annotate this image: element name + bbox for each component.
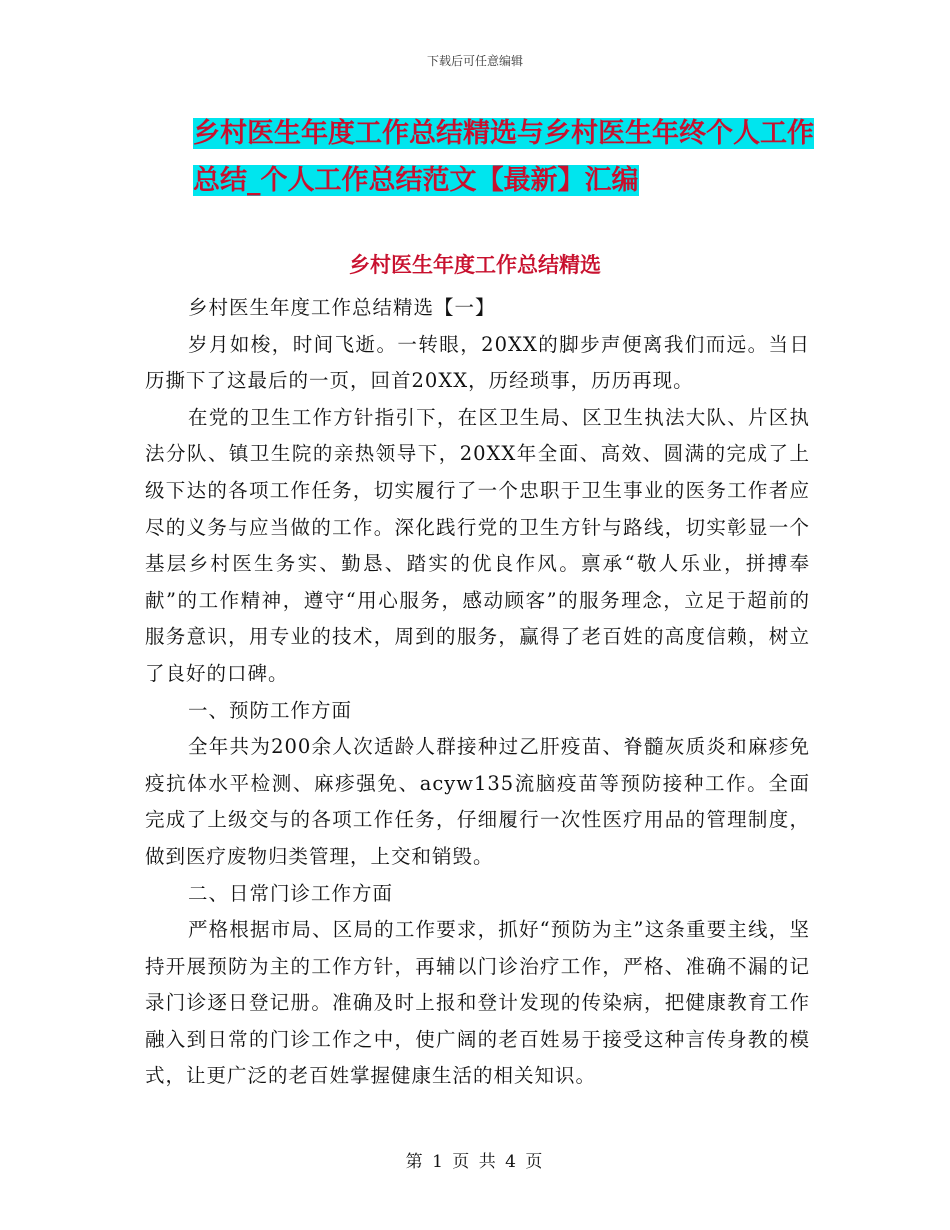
paragraph-subheading: 乡村医生年度工作总结精选【一】	[188, 296, 496, 319]
paragraph: 全年共为200余人次适龄人群接种过乙肝疫苗、脊髓灰质炎和麻疹免疫抗体水平检测、麻疹强免、acyw135流脑疫苗等预防接种工作。全面完成了上级交与的各项工作任务，仔细履行一次性医疗用品的管理制度，做到医疗废物归类管理，上交和销毁。	[145, 735, 810, 868]
paragraph-subheading: 二、日常门诊工作方面	[188, 881, 394, 905]
title-line-1: 乡村医生年度工作总结精选与乡村医生年终个人工作	[193, 118, 814, 149]
header-note: 下载后可任意编辑	[426, 54, 523, 68]
document-title	[140, 110, 814, 204]
page-indicator: 第 1 页 共 4 页	[405, 1152, 545, 1172]
section-title: 乡村医生年度工作总结精选	[349, 253, 601, 277]
paragraph: 严格根据市局、区局的工作要求，抓好“预防为主”这条重要主线，坚持开展预防为主的工作方针，再辅以门诊治疗工作，严格、准确不漏的记录门诊逐日登记册。准确及时上报和登计发现的传染病，把健康教育工作融入到日常的门诊工作之中，使广阔的老百姓易于接受这种言传身教的模式，让更广泛的老百姓掌握健康生活的相关知识。	[145, 918, 810, 1088]
title-line-2: 总结_个人工作总结范文【最新】汇编	[193, 165, 639, 196]
paragraph: 在党的卫生工作方针指引下，在区卫生局、区卫生执法大队、片区执法分队、镇卫生院的亲热领导下，20XX年全面、高效、圆满的完成了上级下达的各项工作任务，切实履行了一个忠职于卫生事业的医务工作者应尽的义务与应当做的工作。深化践行党的卫生方针与路线，切实彰显一个基层乡村医生务实、勤恳、踏实的优良作风。禀承“敬人乐业，拼搏奉献”的工作精神，遵守“用心服务，感动顾客”的服务理念，立足于超前的服务意识，用专业的技术，周到的服务，赢得了老百姓的高度信赖，树立了良好的口碑。	[145, 405, 810, 685]
paragraph: 岁月如梭，时间飞逝。一转眼，20XX的脚步声便离我们而远。当日历撕下了这最后的一页，回首20XX，历经琐事，历历再现。	[145, 332, 810, 393]
paragraph-subheading: 一、预防工作方面	[188, 698, 353, 722]
document-body	[145, 290, 810, 1095]
